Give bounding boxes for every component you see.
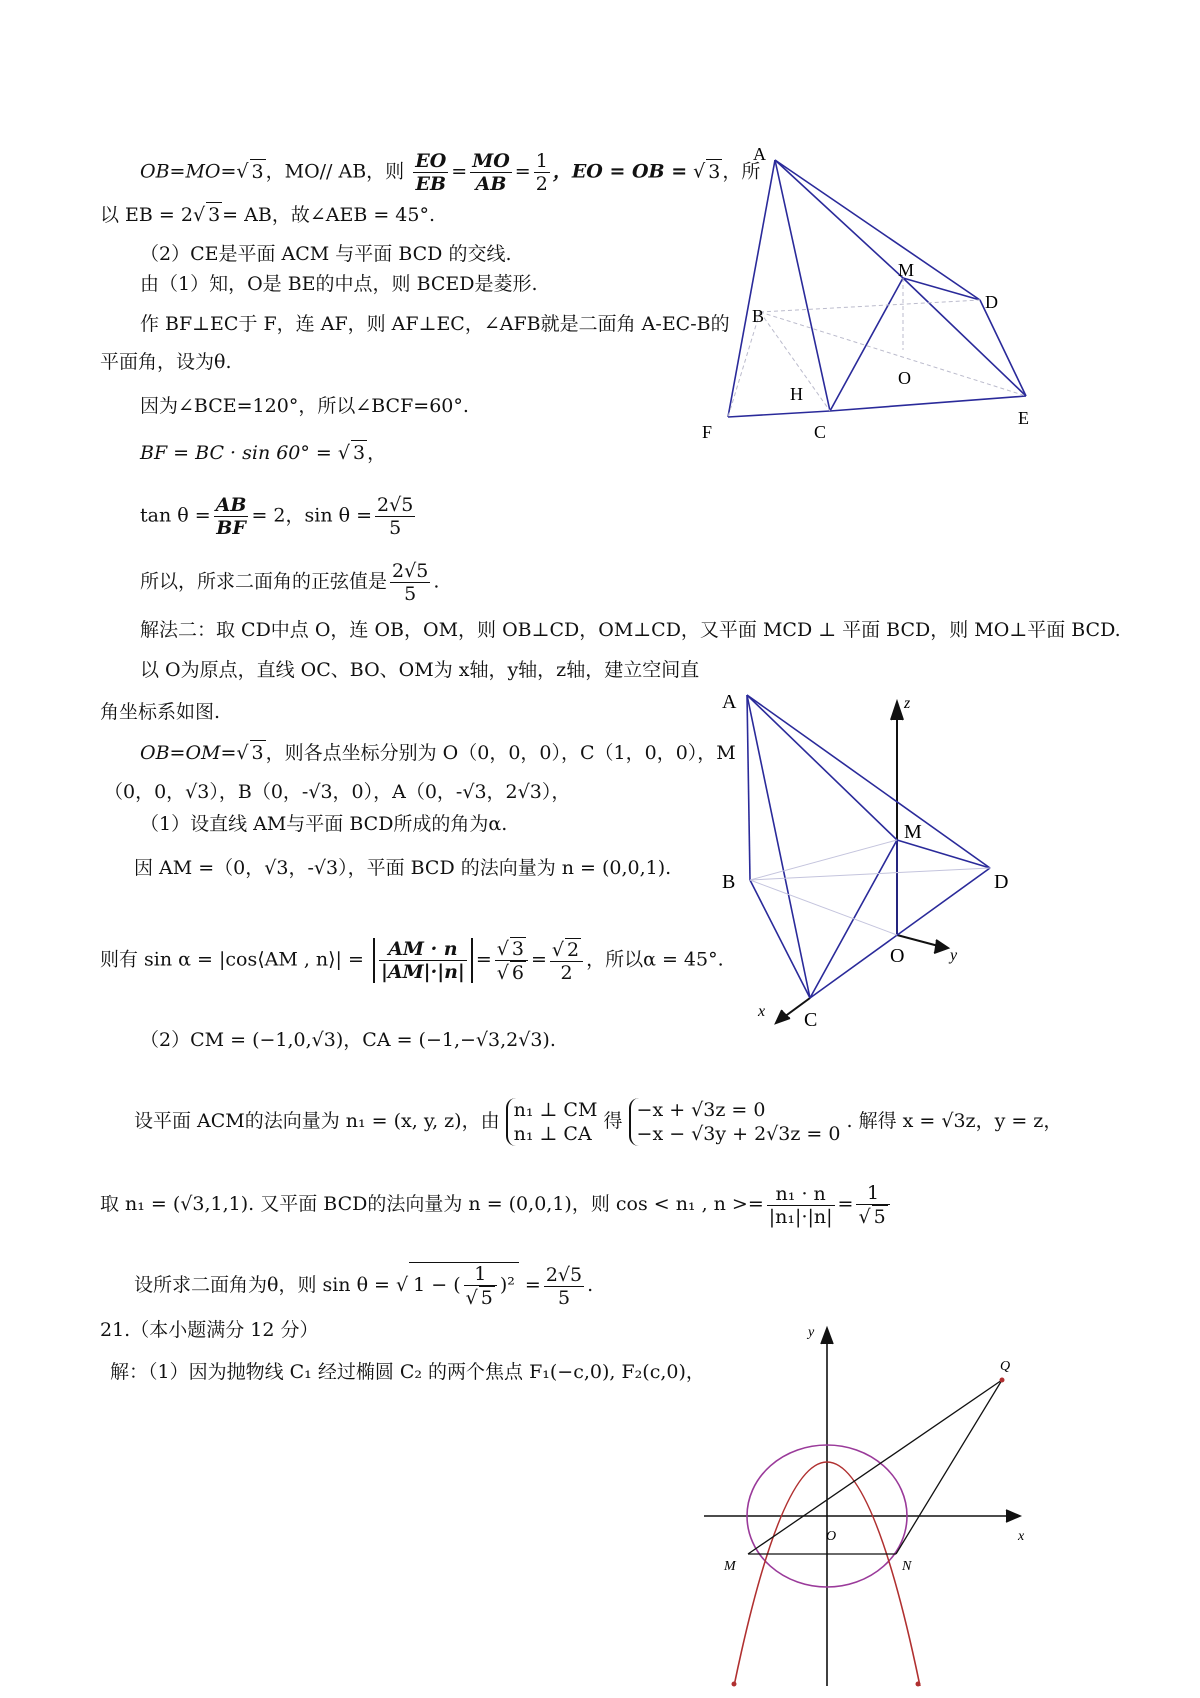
system-brace-2: −x + √3z = 0 −x − √3y + 2√3z = 0 bbox=[629, 1098, 841, 1146]
edge-CM bbox=[830, 278, 903, 411]
point-Q bbox=[1000, 1378, 1005, 1383]
label-M: M bbox=[898, 260, 915, 280]
edge-BC bbox=[750, 880, 810, 998]
frac-2r5-5-c: $\frac{2√5}{5}$ bbox=[545, 1263, 583, 1309]
edge-AC bbox=[775, 160, 830, 411]
edge-DE bbox=[980, 300, 1026, 396]
label-z: z bbox=[904, 695, 911, 712]
label-D: D bbox=[985, 292, 998, 312]
line-19: （2）CM = (−1,0,√3)，CA = (−1,−√3,2√3). bbox=[140, 1029, 556, 1051]
line-18: 则有 sin α = |cos⟨AM , n⟩| = $\frac{AM \cdot n}{|AM|\cdot|n|}$ = $\frac{√ 3}{√ 6}$ = $\frac{√ 2}{2}$ ，所以α = 45°. bbox=[100, 938, 724, 984]
label-C: C bbox=[804, 1009, 818, 1031]
system-brace-1: n₁ ⊥ CM n₁ ⊥ CA bbox=[506, 1098, 598, 1146]
frac-AB-BF: $\frac{AB}{BF}$ bbox=[215, 494, 247, 539]
line-21: 取 n₁ = (√3,1,1). 又平面 BCD的法向量为 n = (0,0,1)，则 cos < n₁ , n >= $\frac{\text{n₁ · n}}{\text{|n₁|·|n|}}$ = $\frac{1}{√ 5}$ bbox=[100, 1182, 893, 1228]
frac-n1n: $\frac{\text{n₁ · n}}{\text{|n₁|·|n|}}$ bbox=[768, 1182, 833, 1228]
edge-MD bbox=[897, 840, 990, 868]
line-3: （2）CE是平面 ACM 与平面 BCD 的交线. bbox=[140, 243, 512, 265]
label-O: O bbox=[890, 945, 905, 967]
line-14: OB=OM=√ 3 ，则各点坐标分别为 O（0，0，0），C（1，0，0），M bbox=[140, 742, 736, 764]
label-D: D bbox=[994, 871, 1009, 893]
line-20: 设平面 ACM的法向量为 n₁ = (x, y, z)，由 n₁ ⊥ CM n₁ ⊥ CA 得 −x + √3z = 0 −x − √3y + 2√3z = 0 . 解得 x = √3z，y = z， bbox=[134, 1099, 1063, 1145]
label-E: E bbox=[1018, 408, 1029, 428]
line-13: 角坐标系如图. bbox=[100, 701, 221, 723]
label-N: N bbox=[902, 1559, 912, 1574]
figure-pyramid-2 bbox=[700, 680, 1030, 1040]
label-O: O bbox=[826, 1529, 837, 1544]
label-C: C bbox=[814, 422, 827, 442]
line-MQ bbox=[748, 1380, 1002, 1554]
edge-AF bbox=[728, 160, 775, 417]
label-M: M bbox=[904, 821, 922, 843]
edge-CD bbox=[810, 868, 990, 998]
line-5: 作 BF⊥EC于 F，连 AF，则 AF⊥EC，∠AFB就是二面角 A-EC-B的 bbox=[140, 313, 730, 335]
label-y: y bbox=[950, 947, 958, 964]
label-A: A bbox=[753, 144, 766, 164]
edge-FC bbox=[728, 411, 830, 417]
label-F: F bbox=[702, 422, 713, 442]
frac-r2-2: $\frac{√ 2}{2}$ bbox=[550, 938, 583, 984]
problem-21-heading: 21.（本小题满分 12 分） bbox=[100, 1319, 319, 1341]
label-H: H bbox=[790, 384, 803, 404]
frac-2r5-5-b: $\frac{2√5}{5}$ bbox=[392, 560, 429, 605]
line-9: tan θ = $\frac{AB}{BF}$ = 2，sin θ = $\frac{2√5}{5}$ bbox=[140, 494, 414, 539]
edge-AD bbox=[775, 160, 980, 300]
figure-ellipse-parabola bbox=[700, 1318, 1040, 1690]
line-16: （1）设直线 AM与平面 BCD所成的角为α. bbox=[140, 813, 508, 835]
figure-pyramid-1 bbox=[690, 140, 1050, 460]
label-B: B bbox=[752, 306, 765, 326]
label-x: x bbox=[1018, 1529, 1025, 1544]
line-2: 以 EB = 2√ 3 = AB，故∠AEB = 45°. bbox=[100, 204, 436, 226]
line-7: 因为∠BCE=120°，所以∠BCF=60°. bbox=[140, 395, 469, 417]
frac-2r5-5: $\frac{2√5}{5}$ bbox=[377, 494, 414, 539]
frac-EO-EB: $\frac{EO}{EB}$ bbox=[415, 150, 447, 195]
label-M: M bbox=[724, 1559, 736, 1574]
line-10: 所以，所求二面角的正弦值是 $\frac{2√5}{5}$ . bbox=[140, 560, 440, 605]
line-6: 平面角，设为θ. bbox=[100, 351, 232, 373]
label-O: O bbox=[898, 368, 911, 388]
line-11: 解法二：取 CD中点 O，连 OB，OM，则 OB⊥CD，OM⊥CD，又平面 MCD ⊥ 平面 BCD，则 MO⊥平面 BCD. bbox=[140, 619, 1121, 641]
line-22: 设所求二面角为θ，则 sin θ = √ 1 − ( $\frac{1}{√ 5}$ )² = $\frac{2√5}{5}$ . bbox=[134, 1263, 594, 1309]
edge-AB bbox=[747, 695, 750, 880]
line-1: OB=MO=√ 3 ，MO// AB，则 $\frac{EO}{EB}$ = $\frac{MO}{AB}$ = $\frac{1}{2}$ ，EO = OB = √ 3 ，所 bbox=[140, 150, 761, 195]
line-17: 因 AM =（0，√3，-√3），平面 BCD 的法向量为 n = (0,0,1). bbox=[134, 857, 672, 879]
line-15: （0，0，√3），B（0，-√3，0），A（0，-√3，2√3）， bbox=[104, 781, 571, 803]
edge-AD bbox=[747, 695, 990, 868]
frac-r3-r6: $\frac{√ 3}{√ 6}$ bbox=[495, 937, 528, 984]
frac-1-2: $\frac{1}{2}$ bbox=[535, 150, 548, 195]
line-12: 以 O为原点，直线 OC、BO、OM为 x轴，y轴，z轴，建立空间直 bbox=[140, 659, 700, 681]
label-B: B bbox=[722, 871, 736, 893]
line-24: 解：（1）因为抛物线 C₁ 经过椭圆 C₂ 的两个焦点 F₁(−c,0), F₂(c,0)， bbox=[110, 1361, 705, 1383]
label-x: x bbox=[758, 1003, 766, 1020]
label-y: y bbox=[808, 1325, 815, 1340]
frac-cos-AM-n: $\frac{AM \cdot n}{|AM|\cdot|n|}$ bbox=[373, 938, 473, 983]
edge-AC bbox=[747, 695, 810, 998]
edge-CE bbox=[830, 396, 1026, 411]
label-A: A bbox=[722, 691, 737, 713]
frac-MO-AB: $\frac{MO}{AB}$ bbox=[472, 150, 510, 195]
label-Q: Q bbox=[1000, 1359, 1011, 1374]
line-4: 由（1）知，O是 BE的中点，则 BCED是菱形. bbox=[140, 273, 538, 295]
edge-AM bbox=[775, 160, 903, 278]
line-8: BF = BC · sin 60° = √ 3 ， bbox=[140, 442, 387, 464]
frac-1-r5: $\frac{1}{√ 5}$ bbox=[856, 1182, 889, 1228]
edge-AM bbox=[747, 695, 897, 840]
line-NQ bbox=[896, 1380, 1002, 1554]
